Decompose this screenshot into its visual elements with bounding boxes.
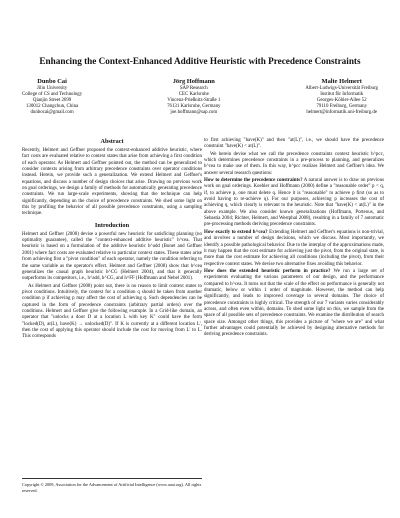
author-block [22, 78, 378, 116]
left-column [22, 138, 202, 342]
author-address: Qianjin Street 2699 [32, 98, 72, 104]
author-2 [167, 78, 220, 116]
right-paragraph-2: We herein devise what we call the precedence constraints context heuristic h^pcc, which determines precedence constraints in a pre-process to planning, and generalizes h^cea to make use of them. In this way, h^pcc realizes Helmert and Geffner's idea. We answer several research questions: [204, 151, 384, 176]
question-3-body: We run a large set of experiments evaluating the various parameters of our design, and the performance compared to h^cea. It turns out that the scale of the effect on performance is generally not dramatic, below or within 1 order of magnitude. However, the method can help significantly, and leads to improved coverage in several domains. The choice of precedence constraints is highly critical. The strength of our 7 variants varies considerably across, and often even within, domains. To shed some light on this, we sample from the space of all possible sets of precedence constraints. We examine the distribution of search space size. Amongst other things, this provides a picture of "where we are" and what further advantages could potentially be achieved by designing alternative methods for deriving precedence constraints. [204, 268, 385, 338]
author-email: helmert@informatik.uni-freiburg.de [306, 110, 378, 116]
question-1-body: A natural answer is to draw on previous work on goal orderings. Koehler and Hoffmann (2000) define a "reasonable order" p < q, if, to achieve p, one must delete q. Hence it is "reasonable" to achieve p first (so as to avoid having to re-achieve q). For our purposes, achieving p increases the cost of achieving q, which clearly is relevant to the heuristic. Note that "have(K) < at(L)" in the above example. We also consider known generalizations (Hoffmann, Porteous, and Sebastia 2004; Richter, Helmert, and Westphal 2008), resulting in a family of 7 automatic pre-processing methods deriving precedence constraints. [204, 178, 384, 228]
right-column [204, 138, 384, 340]
question-2 [204, 230, 384, 268]
author-name: Malte Helmert [321, 78, 362, 85]
author-affiliation: Jilin University [36, 86, 68, 91]
author-affiliation: CEC Karlsruhe [178, 92, 209, 98]
author-address: Georges-Köhler-Allee 52 [316, 98, 367, 104]
author-affiliation: Albert-Ludwigs-Universität Freiburg [305, 86, 378, 91]
author-email: dunbocai@gmail.com [30, 110, 74, 116]
abstract-heading: Abstract [100, 138, 124, 145]
author-address: Vincenz-Prießnitz-Straße 1 [167, 98, 221, 104]
question-3 [204, 269, 384, 339]
right-paragraph-1: to first achieving "have(K)" and then "at(L)", i.e., we should have the precedence constraint "have(K) < at(L)". [204, 138, 384, 150]
question-1-heading: How to determine the precedence constraints? [204, 178, 303, 184]
author-1 [22, 78, 82, 116]
author-address: 76131 Karlsruhe, Germany [167, 104, 221, 110]
question-2-heading: How exactly to extend h^cea? [204, 229, 268, 235]
author-address: 130012 Changchun, China [25, 104, 79, 110]
section-heading-introduction: Introduction [94, 221, 130, 229]
author-affiliation: SAP Research [179, 86, 208, 91]
abstract-text: Recently, Helmert and Geffner proposed the context-enhanced additive heuristic, where fact costs are evaluated relative to context states that arise from achieving a first condition of each operator. As Helmert and Geffner pointed out, the method can be generalized to consider contexts arising from arbitrary precedence constraints over operator conditions instead. Herein, we provide such a generalization. We extend Helmert and Geffner's equations, and discuss a number of design choices that arise. Drawing on previous work on goal orderings, we design a family of methods for automatically generating precedence constraints. We run large-scale experiments, showing that the technique can help significantly, depending on the choice of precedence constraints. We shed some light on this by profiling the behavior of all possible precedence constraints, using a sampling technique. [22, 148, 202, 217]
author-email: joe.hoffmann@sap.com [170, 110, 218, 116]
author-address: 79110 Freiburg, Germany [316, 104, 368, 110]
copyright-notice: Copyright © 2009, Association for the Advancement of Artificial Intelligence (www.aaai.org). All rights reserved. [22, 478, 202, 493]
author-3 [305, 78, 378, 116]
author-affiliation: College of CS and Technology [22, 92, 83, 98]
paper-title: Enhancing the Context-Enhanced Additive Heuristic with Precedence Constraints [39, 56, 361, 66]
intro-paragraph-1: Helmert and Geffner (2008) devise a powerful new heuristic for satisficing planning (no optimality guarantee), called the "context-enhanced additive heuristic" h^cea. That heuristic is based on a formulation of the additive heuristic h^add (Bonet and Geffner 2001) where fact costs are evaluated relative to particular context states. These states arise from achieving first a "pivot condition" of each operator, namely the condition referring to the same variable as the operator's effect. Helmert and Geffner (2008) show that h^cea generalizes the causal graph heuristic h^CG (Helmert 2004), and that it generally outperforms its competitors, i.e., h^add, h^CG, and h^FF (Hoffmann and Nebel 2001). [22, 231, 202, 282]
question-1 [204, 178, 384, 229]
author-name: Jörg Hoffmann [172, 78, 215, 85]
intro-paragraph-2: As Helmert and Geffner (2008) point out, there is no reason to limit context states to pivot conditions. Intuitively, the context for a condition q should be taken from another condition p if achieving p may affect the cost of achieving q. Such dependencies can be captured in the form of precedence constraints (arbitrary partial orders) over the conditions. Helmert and Geffner give the following example. In a Grid-like domain, an operator that "unlocks a door D at a location L with key K" could have the form "locked(D), at(L), have(K) → unlocked(D)". If K is currently at a different location L', then the cost of applying this operator should include the cost for moving from L' to L. This corresponds [22, 283, 202, 340]
question-3-heading: How does the extended heuristic perform in practice? [204, 268, 331, 274]
author-affiliation: Institut für Informatik [320, 92, 364, 98]
question-2-body: Extending Helmert and Geffner's equations is non-trivial, and involves a number of design decisions, which we discuss. Most importantly, we identify a possible pathological behavior. Due to the interplay of the approximations made, it may happen that the cost estimate for achieving just the pivot, from the original state, is more than the cost estimate for achieving all conditions (including the pivot), from their respective context states. We devise two alternative fixes avoiding this behavior. [204, 229, 385, 267]
author-name: Dunbo Cai [37, 78, 67, 85]
